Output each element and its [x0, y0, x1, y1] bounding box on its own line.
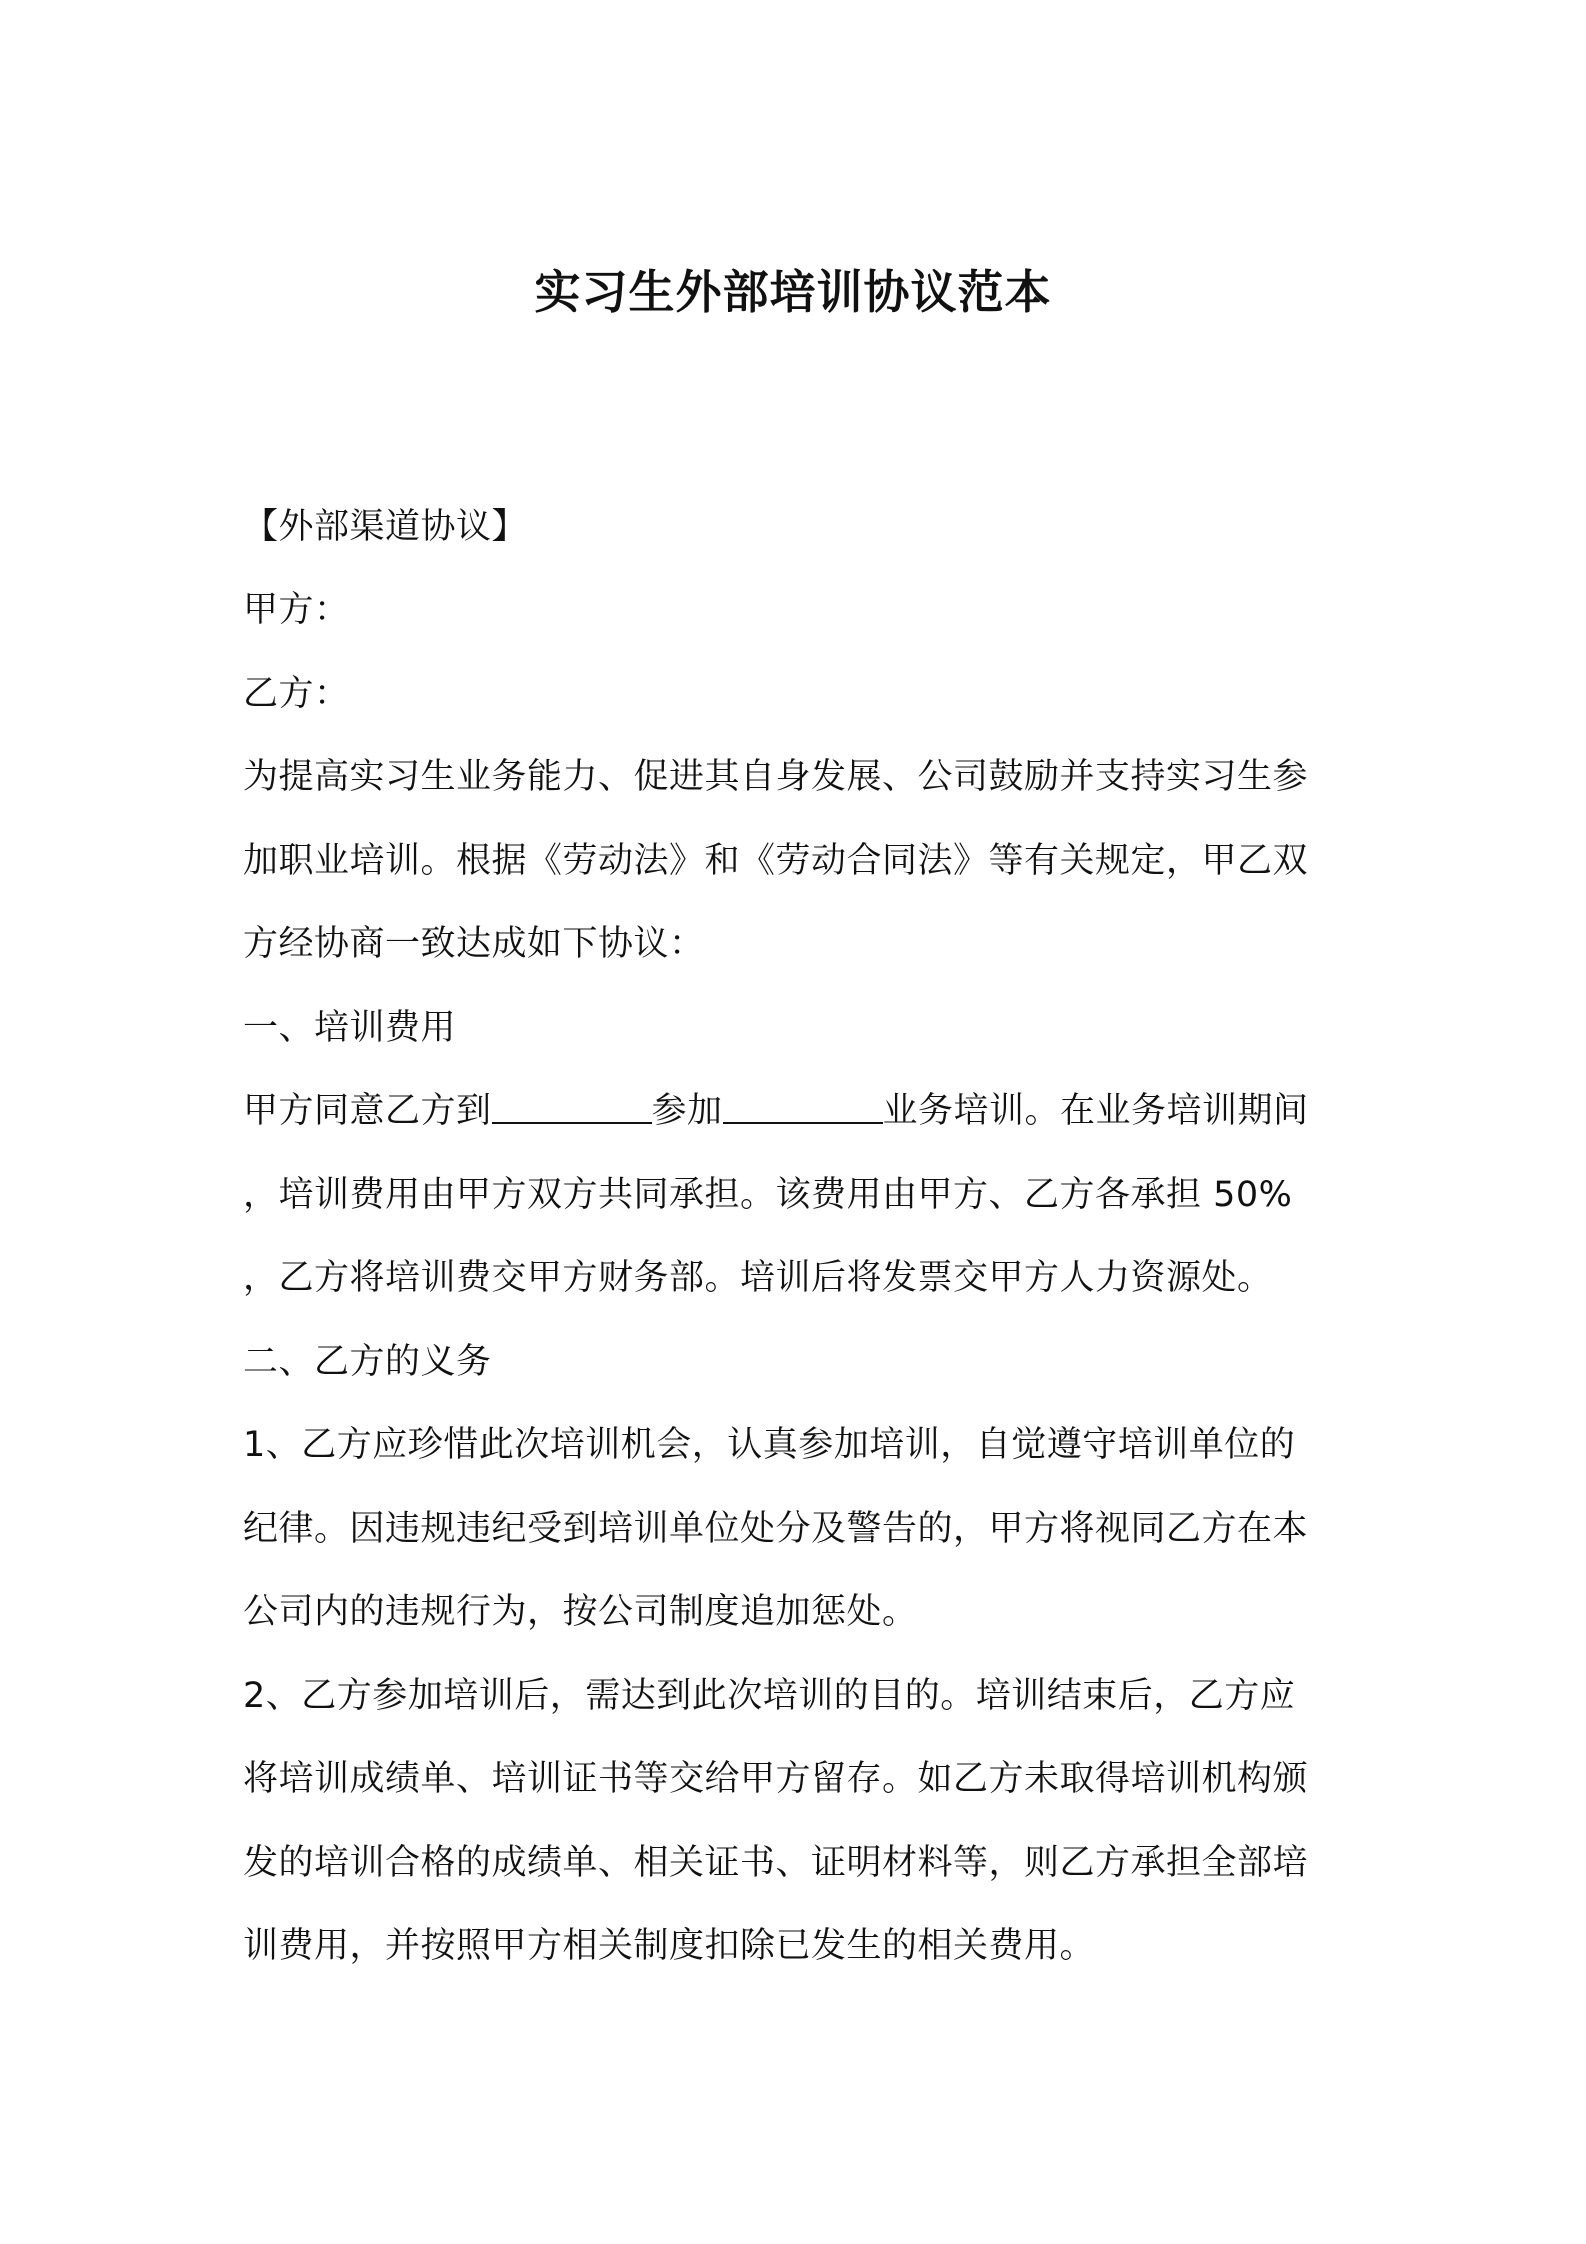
fill-in-blank-training: [723, 1086, 883, 1124]
item-2-line: 将培训成绩单、培训证书等交给甲方留存。如乙方未取得培训机构颁: [243, 1759, 1309, 1799]
intro-line: 加职业培训。根据《劳动法》和《劳动合同法》等有关规定，甲乙双: [243, 841, 1309, 881]
item-1-line: 纪律。因违规违纪受到培训单位处分及警告的，甲方将视同乙方在本: [243, 1509, 1309, 1549]
document-title: 实习生外部培训协议范本: [534, 265, 1052, 319]
party-b-label: 乙方：: [243, 674, 350, 714]
section-1-line: ，培训费用由甲方双方共同承担。该费用由甲方、乙方各承担 50%: [243, 1175, 1293, 1215]
intro-line: 为提高实习生业务能力、促进其自身发展、公司鼓励并支持实习生参: [243, 757, 1309, 797]
item-2-line: 2、乙方参加培训后，需达到此次培训的目的。培训结束后，乙方应: [243, 1676, 1296, 1716]
item-1-line: 公司内的违规行为，按公司制度追加惩处。: [243, 1592, 918, 1632]
section-label: 【外部渠道协议】: [243, 507, 528, 547]
section-2-heading: 二、乙方的义务: [243, 1342, 492, 1382]
section-1-line: ，乙方将培训费交甲方财务部。培训后将发票交甲方人力资源处。: [243, 1258, 1273, 1298]
section-1-text: 业务培训。在业务培训期间: [882, 1091, 1309, 1131]
section-1-text: 参加: [651, 1091, 723, 1131]
party-a-label: 甲方：: [243, 590, 350, 630]
item-2-line: 训费用，并按照甲方相关制度扣除已发生的相关费用。: [243, 1926, 1096, 1966]
section-1-text: 甲方同意乙方到: [243, 1091, 492, 1131]
fill-in-blank-location: [492, 1086, 652, 1124]
item-2-line: 发的培训合格的成绩单、相关证书、证明材料等，则乙方承担全部培: [243, 1843, 1309, 1883]
section-1-heading: 一、培训费用: [243, 1008, 457, 1048]
section-1-line: [243, 1086, 1363, 1136]
item-1-line: 1、乙方应珍惜此次培训机会，认真参加培训，自觉遵守培训单位的: [243, 1425, 1296, 1465]
intro-line: 方经协商一致达成如下协议：: [243, 924, 705, 964]
